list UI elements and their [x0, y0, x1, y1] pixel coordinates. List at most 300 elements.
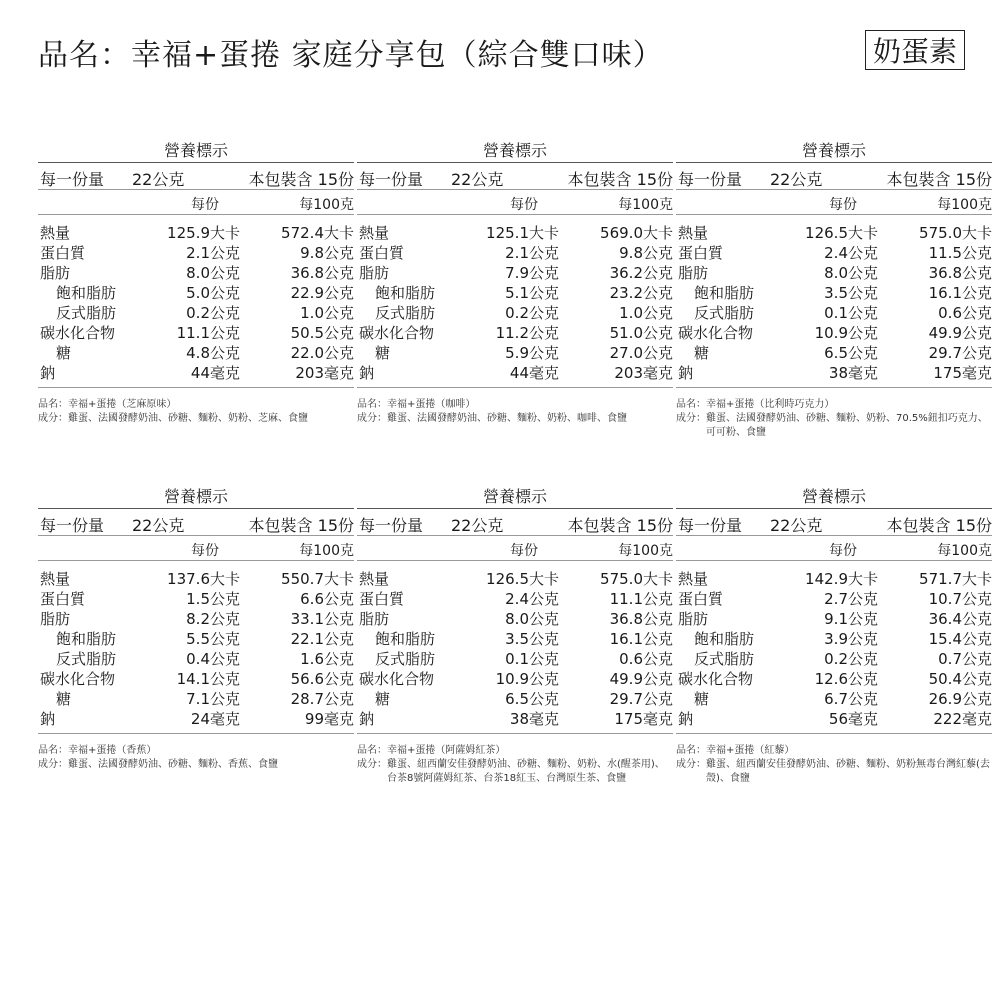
serving-row — [38, 509, 354, 535]
nutrient-per-serving: 8.0公克 — [186, 264, 240, 282]
nutrient-per-100g: 99毫克 — [304, 710, 354, 728]
product-name-row — [38, 744, 354, 758]
nutrient-per-100g: 175毫克 — [933, 364, 992, 382]
serving-label: 每一份量 — [359, 170, 424, 189]
nutrient-per-serving: 2.4公克 — [824, 244, 878, 262]
nutrient-per-100g: 222毫克 — [933, 710, 992, 728]
divider — [357, 387, 673, 388]
nutrient-name: 反式脂肪 — [375, 650, 436, 668]
nutrient-list — [38, 569, 354, 729]
nutrient-row — [357, 649, 673, 669]
nutrient-per-serving: 142.9大卡 — [805, 570, 878, 588]
nutrient-row — [676, 243, 992, 263]
nutrient-row — [38, 689, 354, 709]
nutrient-per-serving: 0.1公克 — [505, 650, 559, 668]
serving-size: 22公克 — [770, 170, 823, 189]
panel-title: 營養標示 — [482, 487, 547, 506]
serving-size: 22公克 — [770, 516, 823, 535]
nutrient-name: 糖 — [56, 344, 72, 362]
nutrient-name: 碳水化合物 — [359, 670, 435, 688]
nutrient-row — [357, 283, 673, 303]
ingredients-row — [38, 412, 354, 426]
nutrient-per-100g: 36.8公克 — [609, 610, 673, 628]
panel-title: 營養標示 — [163, 141, 228, 160]
nutrient-per-100g: 11.5公克 — [928, 244, 992, 262]
nutrient-per-serving: 10.9公克 — [495, 670, 559, 688]
nutrient-name: 糖 — [375, 344, 391, 362]
ingredients-label: 成分： — [357, 759, 387, 770]
nutrient-row — [676, 569, 992, 589]
product-info — [676, 744, 992, 786]
nutrient-per-100g: 27.0公克 — [609, 344, 673, 362]
nutrient-row — [38, 589, 354, 609]
nutrient-per-100g: 49.9公克 — [928, 324, 992, 342]
product-name-row — [676, 744, 992, 758]
nutrient-name: 碳水化合物 — [40, 324, 116, 342]
product-info — [38, 398, 354, 426]
nutrient-row — [38, 569, 354, 589]
serving-label: 每一份量 — [40, 170, 105, 189]
nutrient-per-serving: 3.9公克 — [824, 630, 878, 648]
product-name-row — [676, 398, 992, 412]
nutrient-list — [357, 569, 673, 729]
nutrient-row — [676, 589, 992, 609]
nutrient-per-serving: 44毫克 — [190, 364, 240, 382]
ingredients-text: 雞蛋、法國發酵奶油、砂糖、麵粉、奶粉、70.5%鈕扣巧克力、可可粉、食鹽 — [706, 413, 988, 438]
nutrient-name: 鈉 — [40, 364, 56, 382]
nutrient-row — [38, 709, 354, 729]
nutrient-per-serving: 2.1公克 — [186, 244, 240, 262]
nutrient-per-100g: 22.0公克 — [290, 344, 354, 362]
product-info — [38, 744, 354, 772]
col-per-100g: 每100克 — [618, 197, 673, 213]
nutrient-per-serving: 3.5公克 — [505, 630, 559, 648]
nutrient-per-serving: 5.9公克 — [505, 344, 559, 362]
nutrient-per-100g: 26.9公克 — [928, 690, 992, 708]
nutrient-name: 熱量 — [40, 570, 71, 588]
nutrient-name: 鈉 — [678, 710, 694, 728]
panel-title: 營養標示 — [801, 487, 866, 506]
nutrient-name: 糖 — [694, 690, 710, 708]
ingredients-label: 成分： — [38, 413, 68, 424]
divider — [357, 560, 673, 561]
nutrient-row — [357, 303, 673, 323]
nutrient-per-serving: 38毫克 — [828, 364, 878, 382]
nutrient-per-serving: 5.5公克 — [186, 630, 240, 648]
nutrient-list — [38, 223, 354, 383]
nutrient-row — [357, 569, 673, 589]
product-info — [676, 398, 992, 440]
nutrient-per-serving: 11.2公克 — [495, 324, 559, 342]
product-name-label: 品名： — [676, 745, 706, 756]
nutrient-name: 蛋白質 — [359, 244, 405, 262]
nutrient-per-100g: 36.2公克 — [609, 264, 673, 282]
ingredients-row — [676, 758, 992, 786]
col-per-100g: 每100克 — [937, 543, 992, 559]
nutrient-row — [676, 629, 992, 649]
nutrient-row — [676, 343, 992, 363]
nutrient-row — [38, 263, 354, 283]
nutrient-per-100g: 23.2公克 — [609, 284, 673, 302]
nutrient-per-serving: 7.1公克 — [186, 690, 240, 708]
nutrient-per-serving: 56毫克 — [828, 710, 878, 728]
nutrient-name: 反式脂肪 — [694, 650, 755, 668]
serving-label: 每一份量 — [40, 516, 105, 535]
page-title: 品名：幸福+蛋捲 家庭分享包（綜合雙口味） — [38, 38, 664, 73]
product-name-row — [357, 398, 673, 412]
nutrient-per-serving: 0.2公克 — [186, 304, 240, 322]
nutrient-name: 反式脂肪 — [56, 650, 117, 668]
nutrient-per-100g: 28.7公克 — [290, 690, 354, 708]
nutrition-panel — [676, 486, 992, 786]
nutrient-name: 蛋白質 — [359, 590, 405, 608]
nutrient-per-serving: 5.0公克 — [186, 284, 240, 302]
servings-per-package: 本包裝含 15份 — [248, 170, 354, 189]
nutrient-per-serving: 2.4公克 — [505, 590, 559, 608]
nutrient-per-100g: 0.7公克 — [938, 650, 992, 668]
nutrient-row — [357, 689, 673, 709]
nutrient-name: 飽和脂肪 — [694, 284, 755, 302]
nutrient-per-serving: 7.9公克 — [505, 264, 559, 282]
nutrition-panel — [38, 140, 354, 426]
product-name: 幸福+蛋捲（阿薩姆紅茶） — [387, 745, 506, 756]
nutrient-name: 脂肪 — [678, 610, 709, 628]
nutrient-per-100g: 49.9公克 — [609, 670, 673, 688]
product-info — [357, 398, 673, 426]
nutrient-per-100g: 29.7公克 — [928, 344, 992, 362]
nutrient-name: 熱量 — [40, 224, 71, 242]
nutrient-row — [357, 589, 673, 609]
nutrient-per-serving: 125.1大卡 — [486, 224, 559, 242]
nutrient-per-serving: 8.2公克 — [186, 610, 240, 628]
nutrient-row — [38, 343, 354, 363]
serving-size: 22公克 — [132, 170, 185, 189]
column-header-row — [676, 190, 992, 214]
nutrient-row — [357, 629, 673, 649]
nutrient-name: 脂肪 — [359, 264, 390, 282]
serving-row — [357, 509, 673, 535]
nutrient-per-serving: 3.5公克 — [824, 284, 878, 302]
ingredients-label: 成分： — [38, 759, 68, 770]
product-name: 幸福+蛋捲（芝麻原味） — [68, 399, 177, 410]
divider — [38, 214, 354, 215]
nutrient-per-100g: 1.6公克 — [300, 650, 354, 668]
nutrient-per-100g: 203毫克 — [614, 364, 673, 382]
nutrient-per-100g: 16.1公克 — [928, 284, 992, 302]
ingredients-text: 雞蛋、法國發酵奶油、砂糖、麵粉、奶粉、咖啡、食鹽 — [387, 413, 627, 424]
nutrient-row — [676, 323, 992, 343]
nutrient-name: 糖 — [694, 344, 710, 362]
diet-badge: 奶蛋素 — [865, 30, 965, 70]
nutrient-row — [357, 609, 673, 629]
nutrient-per-100g: 1.0公克 — [300, 304, 354, 322]
col-per-serving: 每份 — [829, 197, 857, 213]
nutrient-per-100g: 36.8公克 — [290, 264, 354, 282]
nutrient-name: 飽和脂肪 — [56, 284, 117, 302]
nutrient-per-serving: 8.0公克 — [505, 610, 559, 628]
divider — [38, 733, 354, 734]
nutrient-per-serving: 126.5大卡 — [486, 570, 559, 588]
panel-title: 營養標示 — [801, 141, 866, 160]
nutrient-row — [676, 649, 992, 669]
nutrient-name: 飽和脂肪 — [56, 630, 117, 648]
nutrient-per-100g: 6.6公克 — [300, 590, 354, 608]
ingredients-text: 雞蛋、紐西蘭安佳發酵奶油、砂糖、麵粉、奶粉無毒台灣紅藜(去殼)、食鹽 — [706, 759, 990, 784]
ingredients-row — [357, 412, 673, 426]
serving-label: 每一份量 — [678, 170, 743, 189]
nutrient-per-serving: 5.1公克 — [505, 284, 559, 302]
nutrient-per-100g: 550.7大卡 — [281, 570, 354, 588]
nutrient-row — [38, 243, 354, 263]
divider — [357, 733, 673, 734]
nutrition-panel — [676, 140, 992, 440]
nutrition-panel — [357, 140, 673, 426]
nutrient-name: 熱量 — [359, 570, 390, 588]
column-header-row — [357, 190, 673, 214]
nutrient-name: 蛋白質 — [678, 590, 724, 608]
servings-per-package: 本包裝含 15份 — [886, 516, 992, 535]
nutrient-name: 碳水化合物 — [678, 324, 754, 342]
nutrient-per-serving: 0.4公克 — [186, 650, 240, 668]
nutrient-name: 飽和脂肪 — [375, 284, 436, 302]
nutrient-name: 脂肪 — [40, 610, 71, 628]
divider — [357, 214, 673, 215]
nutrient-row — [676, 709, 992, 729]
ingredients-label: 成分： — [676, 759, 706, 770]
nutrient-per-100g: 575.0大卡 — [600, 570, 673, 588]
nutrient-name: 蛋白質 — [40, 590, 86, 608]
ingredients-row — [357, 758, 673, 786]
nutrient-per-100g: 9.8公克 — [300, 244, 354, 262]
col-per-100g: 每100克 — [299, 543, 354, 559]
ingredients-text: 雞蛋、紐西蘭安佳發酵奶油、砂糖、麵粉、奶粉、水(醒茶用)、台茶8號阿薩姆紅茶、台茶18紅玉、台灣原生茶、食鹽 — [387, 759, 665, 784]
serving-label: 每一份量 — [359, 516, 424, 535]
nutrient-row — [38, 283, 354, 303]
nutrient-per-serving: 0.1公克 — [824, 304, 878, 322]
nutrient-list — [357, 223, 673, 383]
nutrient-per-serving: 11.1公克 — [176, 324, 240, 342]
nutrient-row — [357, 343, 673, 363]
nutrient-name: 鈉 — [40, 710, 56, 728]
nutrient-row — [357, 223, 673, 243]
product-name: 幸福+蛋捲（比利時巧克力） — [706, 399, 835, 410]
product-name-row — [38, 398, 354, 412]
panel-title: 營養標示 — [163, 487, 228, 506]
nutrient-row — [38, 669, 354, 689]
nutrient-name: 熱量 — [359, 224, 390, 242]
nutrient-name: 脂肪 — [359, 610, 390, 628]
nutrient-row — [357, 323, 673, 343]
nutrient-per-100g: 571.7大卡 — [919, 570, 992, 588]
nutrient-per-serving: 24毫克 — [190, 710, 240, 728]
nutrient-row — [38, 223, 354, 243]
servings-per-package: 本包裝含 15份 — [886, 170, 992, 189]
product-name-row — [357, 744, 673, 758]
nutrient-per-100g: 36.8公克 — [928, 264, 992, 282]
nutrient-row — [38, 649, 354, 669]
nutrient-name: 熱量 — [678, 570, 709, 588]
serving-row — [676, 509, 992, 535]
nutrient-row — [676, 223, 992, 243]
nutrient-row — [676, 669, 992, 689]
serving-label: 每一份量 — [678, 516, 743, 535]
nutrient-row — [38, 629, 354, 649]
nutrient-per-100g: 22.1公克 — [290, 630, 354, 648]
nutrient-per-100g: 10.7公克 — [928, 590, 992, 608]
nutrient-row — [357, 669, 673, 689]
col-per-100g: 每100克 — [937, 197, 992, 213]
nutrient-row — [357, 709, 673, 729]
nutrient-per-serving: 12.6公克 — [814, 670, 878, 688]
nutrient-per-100g: 16.1公克 — [609, 630, 673, 648]
nutrient-per-100g: 569.0大卡 — [600, 224, 673, 242]
nutrient-per-serving: 1.5公克 — [186, 590, 240, 608]
product-name: 幸福+蛋捲（咖啡） — [387, 399, 476, 410]
nutrient-per-serving: 6.5公克 — [505, 690, 559, 708]
nutrient-per-serving: 0.2公克 — [824, 650, 878, 668]
nutrient-name: 熱量 — [678, 224, 709, 242]
ingredients-text: 雞蛋、法國發酵奶油、砂糖、麵粉、奶粉、芝麻、食鹽 — [68, 413, 308, 424]
col-per-100g: 每100克 — [618, 543, 673, 559]
nutrient-per-serving: 126.5大卡 — [805, 224, 878, 242]
column-header-row — [676, 536, 992, 560]
nutrient-row — [676, 363, 992, 383]
product-name-label: 品名： — [38, 745, 68, 756]
divider — [676, 733, 992, 734]
nutrient-per-serving: 125.9大卡 — [167, 224, 240, 242]
divider — [676, 560, 992, 561]
nutrient-row — [38, 609, 354, 629]
serving-size: 22公克 — [451, 516, 504, 535]
nutrient-name: 鈉 — [678, 364, 694, 382]
nutrient-per-serving: 6.5公克 — [824, 344, 878, 362]
nutrient-per-100g: 56.6公克 — [290, 670, 354, 688]
serving-size: 22公克 — [451, 170, 504, 189]
nutrient-per-serving: 6.7公克 — [824, 690, 878, 708]
divider — [676, 387, 992, 388]
column-header-row — [38, 190, 354, 214]
nutrient-name: 碳水化合物 — [359, 324, 435, 342]
nutrient-row — [357, 363, 673, 383]
nutrition-panel — [357, 486, 673, 786]
column-header-row — [38, 536, 354, 560]
nutrient-row — [38, 323, 354, 343]
product-name: 幸福+蛋捲（香蕉） — [68, 745, 157, 756]
col-per-serving: 每份 — [829, 543, 857, 559]
nutrient-per-100g: 50.5公克 — [290, 324, 354, 342]
nutrient-per-serving: 8.0公克 — [824, 264, 878, 282]
ingredients-label: 成分： — [357, 413, 387, 424]
column-header-row — [357, 536, 673, 560]
nutrient-per-serving: 4.8公克 — [186, 344, 240, 362]
nutrient-per-serving: 14.1公克 — [176, 670, 240, 688]
nutrient-name: 脂肪 — [678, 264, 709, 282]
divider — [676, 214, 992, 215]
nutrient-per-100g: 11.1公克 — [609, 590, 673, 608]
nutrient-per-100g: 572.4大卡 — [281, 224, 354, 242]
col-per-serving: 每份 — [510, 543, 538, 559]
nutrient-list — [676, 223, 992, 383]
nutrient-per-100g: 9.8公克 — [619, 244, 673, 262]
nutrient-row — [676, 283, 992, 303]
ingredients-label: 成分： — [676, 413, 706, 424]
nutrient-row — [38, 303, 354, 323]
nutrient-per-serving: 137.6大卡 — [167, 570, 240, 588]
nutrient-per-100g: 0.6公克 — [619, 650, 673, 668]
nutrient-row — [676, 263, 992, 283]
nutrient-per-serving: 2.1公克 — [505, 244, 559, 262]
nutrient-per-100g: 22.9公克 — [290, 284, 354, 302]
serving-row — [676, 163, 992, 189]
product-name: 幸福+蛋捲（紅藜） — [706, 745, 795, 756]
nutrient-name: 反式脂肪 — [694, 304, 755, 322]
ingredients-text: 雞蛋、法國發酵奶油、砂糖、麵粉、香蕉、食鹽 — [68, 759, 278, 770]
nutrient-per-100g: 33.1公克 — [290, 610, 354, 628]
nutrient-name: 反式脂肪 — [375, 304, 436, 322]
nutrient-per-serving: 0.2公克 — [505, 304, 559, 322]
nutrient-name: 鈉 — [359, 364, 375, 382]
nutrient-per-serving: 38毫克 — [509, 710, 559, 728]
nutrient-row — [38, 363, 354, 383]
nutrient-per-100g: 575.0大卡 — [919, 224, 992, 242]
nutrient-per-serving: 9.1公克 — [824, 610, 878, 628]
nutrient-name: 蛋白質 — [678, 244, 724, 262]
nutrient-per-serving: 44毫克 — [509, 364, 559, 382]
nutrition-panel — [38, 486, 354, 772]
divider — [38, 387, 354, 388]
col-per-serving: 每份 — [510, 197, 538, 213]
ingredients-row — [676, 412, 992, 440]
nutrient-per-100g: 1.0公克 — [619, 304, 673, 322]
nutrient-name: 碳水化合物 — [678, 670, 754, 688]
nutrient-row — [676, 689, 992, 709]
product-info — [357, 744, 673, 786]
nutrient-name: 蛋白質 — [40, 244, 86, 262]
servings-per-package: 本包裝含 15份 — [567, 516, 673, 535]
product-name-label: 品名： — [38, 399, 68, 410]
nutrient-name: 飽和脂肪 — [694, 630, 755, 648]
servings-per-package: 本包裝含 15份 — [248, 516, 354, 535]
nutrient-name: 脂肪 — [40, 264, 71, 282]
nutrient-row — [676, 303, 992, 323]
nutrient-per-100g: 203毫克 — [295, 364, 354, 382]
col-per-serving: 每份 — [191, 543, 219, 559]
nutrient-name: 鈉 — [359, 710, 375, 728]
nutrient-name: 糖 — [56, 690, 72, 708]
col-per-100g: 每100克 — [299, 197, 354, 213]
nutrient-list — [676, 569, 992, 729]
ingredients-row — [38, 758, 354, 772]
nutrient-per-100g: 29.7公克 — [609, 690, 673, 708]
serving-size: 22公克 — [132, 516, 185, 535]
nutrient-per-100g: 0.6公克 — [938, 304, 992, 322]
product-name-label: 品名： — [357, 745, 387, 756]
nutrient-per-serving: 2.7公克 — [824, 590, 878, 608]
serving-row — [357, 163, 673, 189]
nutrient-row — [357, 263, 673, 283]
nutrient-per-100g: 51.0公克 — [609, 324, 673, 342]
nutrient-name: 飽和脂肪 — [375, 630, 436, 648]
panel-title: 營養標示 — [482, 141, 547, 160]
serving-row — [38, 163, 354, 189]
nutrient-per-100g: 36.4公克 — [928, 610, 992, 628]
nutrient-per-100g: 175毫克 — [614, 710, 673, 728]
nutrient-per-serving: 10.9公克 — [814, 324, 878, 342]
col-per-serving: 每份 — [191, 197, 219, 213]
servings-per-package: 本包裝含 15份 — [567, 170, 673, 189]
nutrient-row — [676, 609, 992, 629]
nutrient-name: 反式脂肪 — [56, 304, 117, 322]
